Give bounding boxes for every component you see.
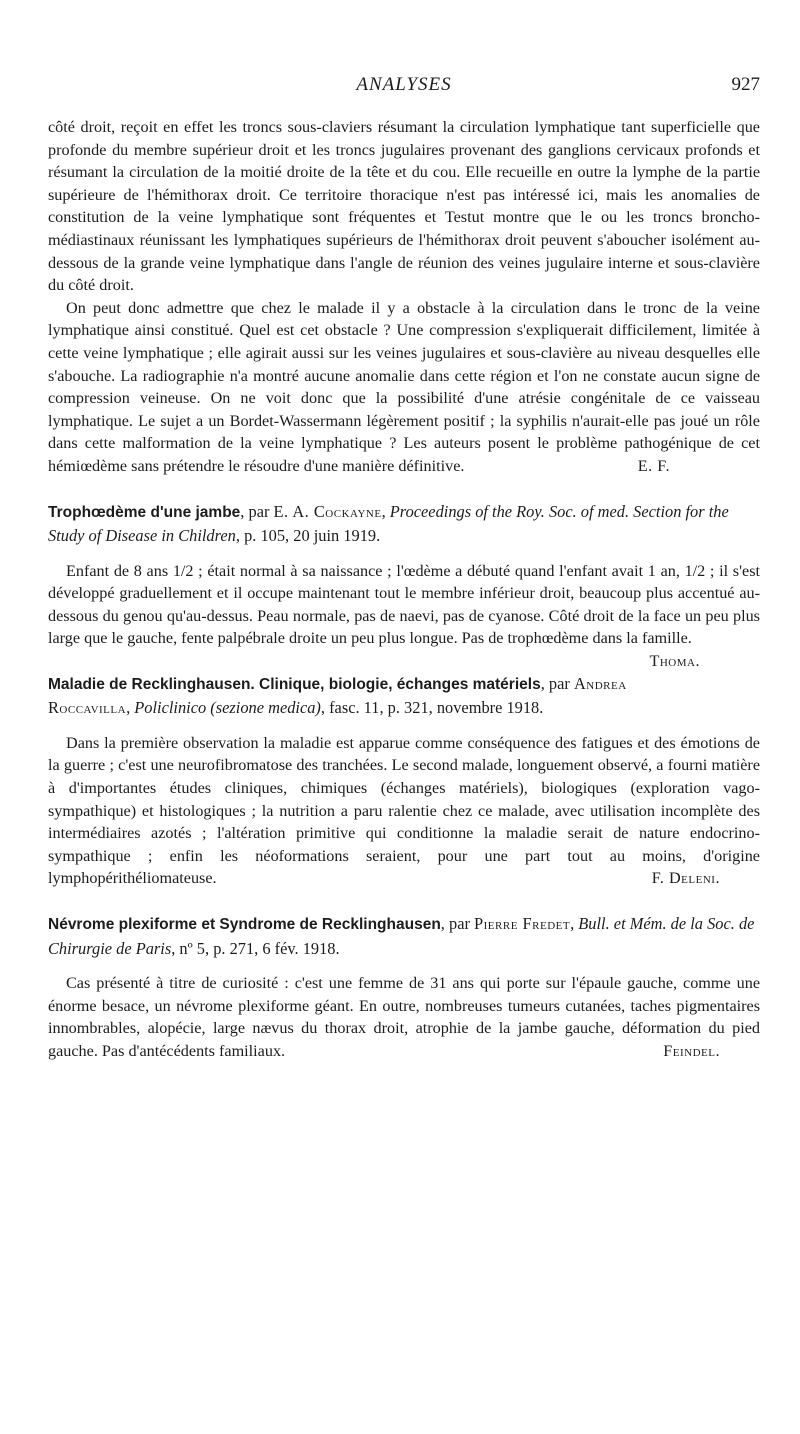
article-author: Pierre Fredet <box>474 914 571 934</box>
running-title: ANALYSES <box>356 74 452 95</box>
signature: Feindel. <box>663 1041 720 1060</box>
journal-name: Proceedings of the Roy. Soc. of med. Section for the Study of Disease in Children <box>48 501 729 545</box>
by-word: , par <box>540 673 574 693</box>
article-author: Andrea Roccavilla <box>48 673 627 718</box>
paragraph <box>48 297 760 478</box>
reference: Trophœdème d'une jambe, par E. A. Cockayne, Proceedings of the Roy. Soc. of med. Section for the Study of Disease in Children, p. 105, 20 juin 1919. <box>48 501 729 545</box>
by-word: , par <box>440 914 475 934</box>
reference: Névrome plexiforme et Syndrome de Recklinghausen, par Pierre Fredet, Bull. et Mém. de la Soc. de Chirurgie de Paris, nº 5, p. 271, 6 fév. 1918. <box>48 914 755 958</box>
abstract-entry <box>48 672 760 890</box>
continued-paragraph: côté droit, reçoit en effet les troncs sous-claviers résumant la circulation lymphatique tant superficielle que profonde du membre supérieur droit et les troncs jugulaires provenant des ganglions cervicaux profonds et résumant la circulation de la moitié droite de la tête et du cou. Elle recueille en outre la lymphe de la partie supérieure de l'hémithorax droit. Ce territoire thoracique n'est pas intéressé ici, mais les anomalies de constitution de la veine lymphatique sont fréquentes et Testut montre que le ou les troncs broncho-médiastinaux réunissant les lymphatiques supérieurs de l'hémithorax droit peuvent s'aboucher isolément au-dessous de la grande veine lymphatique dans l'angle de réunion des veines jugulaire interne et sous-clavière du côté droit. <box>48 118 760 295</box>
reference: Maladie de Recklinghausen. Clinique, biologie, échanges matériels, par Andrea Roccavilla, Policlinico (sezione medica), fasc. 11, p. 321, novembre 1918. <box>48 673 627 718</box>
abstract-text <box>48 560 760 670</box>
abstract-body: Enfant de 8 ans 1/2 ; était normal à sa naissance ; l'œdème a débuté quand l'enfant avait 1 an, 1/2 ; il s'est développé graduellement et il occupe maintenant tout le membre inférieur droit, beaucoup plus accentué au-dessous du genou qu'au-dessus. Peau normale, pas de naevi, pas de cyanose. Côté droit de la face un peu plus large que le gauche, fente palpébrale droite un peu plus longue. Pas de trophœdème dans la famille. <box>48 561 760 648</box>
page-body <box>48 116 760 1062</box>
by-word: , par <box>240 501 274 521</box>
reference-details: , p. 105, 20 juin 1919. <box>235 526 381 545</box>
page-number: 927 <box>731 74 760 95</box>
abstract-entry <box>48 912 760 1062</box>
running-head <box>48 74 760 98</box>
reference-details: , nº 5, p. 271, 6 fév. 1918. <box>171 938 340 958</box>
abstract-body: Dans la première observation la maladie est apparue comme conséquence des fatigues et des émotions de la guerre ; c'est une neurofibromatose des tranchées. Le second malade, longuement observé, a fourni matière à d'importantes études cliniques, chimiques (échanges matériels), biologiques (exploration vago-sympathique) et histologiques ; la nutrition a paru ralentie chez ce malade, avec utilisation incomplète des intermédiaires azotés ; l'altération primitive qui conditionne la maladie serait de nature endocrino-sympathique ; enfin les néoformations seraient, pour une part tout au moins, d'origine lymphopérithéliomateuse. <box>48 733 760 888</box>
signature: E. F. <box>637 456 670 475</box>
journal-name: Bull. et Mém. de la Soc. de Chirurgie de Paris <box>48 914 755 958</box>
signature: F. Deleni. <box>651 869 720 888</box>
journal-name: Policlinico (sezione medica) <box>134 698 321 718</box>
article-title: Névrome plexiforme et Syndrome de Recklinghausen <box>48 916 441 934</box>
abstract-text <box>48 732 760 890</box>
abstract-entry <box>48 500 760 670</box>
article-author: E. A. Cockayne <box>273 501 382 521</box>
article-title: Trophœdème d'une jambe <box>48 503 241 521</box>
reference-details: , fasc. 11, p. 321, novembre 1918. <box>320 698 544 718</box>
abstract-text <box>48 972 760 1062</box>
signature: Thoma. <box>649 651 700 670</box>
article-title: Maladie de Recklinghausen. Clinique, biologie, échanges matériels <box>48 675 541 693</box>
abstract-body: Cas présenté à titre de curiosité : c'est une femme de 31 ans qui porte sur l'épaule gauche, comme une énorme besace, un névrome plexiforme géant. En outre, nombreuses tumeurs cutanées, taches pigmentaires innombrables, alopécie, large nævus du thorax droit, atrophie de la jambe gauche, déformation du pied gauche. Pas d'antécédents familiaux. <box>48 974 760 1060</box>
paragraph-text: On peut donc admettre que chez le malade il y a obstacle à la circulation dans le tronc de la veine lymphatique ainsi constitué. Quel est cet obstacle ? Une compression s'expliquerait difficilement, limitée à cette veine lymphatique ; elle agirait aussi sur les veines jugulaires et sous-clavière au niveau desquelles elle s'abouche. La radiographie n'a montré aucune anomalie dans cette région et l'on ne constate aucun signe de compression veineuse. On ne voit donc que la possibilité d'une atrésie congénitale de ce vaisseau lymphatique. Le sujet a un Bordet-Wassermann légèrement positif ; la syphilis n'aurait-elle pas joué un rôle dans cette malformation de la veine lymphatique ? Les auteurs posent le problème pathogénique de cet hémiœdème sans prétendre le résoudre d'une manière définitive. <box>48 298 760 475</box>
